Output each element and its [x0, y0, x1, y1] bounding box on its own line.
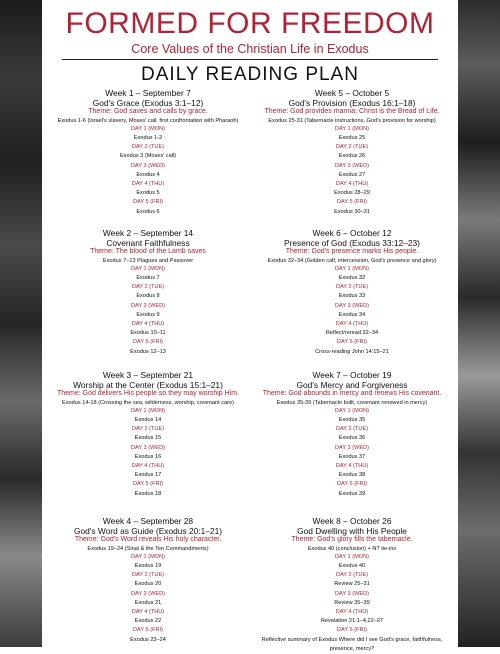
day-label: DAY 2 (TUE) [335, 144, 369, 151]
week-theme: Theme: God saves and calls by grace. [88, 108, 208, 115]
day-reading: Exodus 3 (Moses' call) [119, 153, 177, 160]
week-topic: God Dwelling with His People [297, 526, 407, 536]
background-ocean-right [458, 0, 500, 647]
day-label: DAY 4 (THU) [335, 181, 369, 188]
day-label: DAY 4 (THU) [335, 321, 369, 328]
day-reading: Exodus 10–11 [130, 330, 166, 337]
week-topic: God's Provision (Exodus 16:1–18) [288, 98, 416, 108]
day-reading: Exodus 1-2 [133, 135, 163, 141]
week-block-7 [254, 370, 450, 499]
day-reading: Cross-reading John 14:15–21 [315, 348, 389, 355]
day-reading: Exodus 33 [338, 293, 366, 300]
week-reading-note: Exodus 32–34 (Golden calf, intercession, God's presence and glory) [267, 257, 437, 264]
day-reading: Exodus 19 [134, 563, 162, 569]
day-reading: Reflect/reread 32–34 [325, 330, 379, 337]
day-reading: Exodus 4 [136, 171, 160, 178]
day-reading: Exodus 21 [134, 599, 162, 606]
week-block-1 [50, 88, 246, 217]
day-reading: Review 25–31 [334, 581, 370, 588]
week-heading: Week 6 – October 12 [312, 228, 392, 238]
day-reading: Exodus 7 [136, 275, 160, 281]
day-reading: Exodus 17 [134, 472, 162, 479]
day-label: DAY 4 (THU) [335, 609, 369, 616]
week-theme: Theme: God provides manna; Christ is the Bread of Life. [264, 108, 440, 115]
week-block-3 [50, 370, 246, 499]
day-reading: Review 35–39 [334, 599, 370, 606]
title-divider [62, 59, 438, 60]
day-reading: Exodus 35 [338, 417, 366, 423]
day-reading: Exodus 38 [338, 472, 366, 479]
day-reading: Exodus 28–29 [334, 190, 370, 197]
day-label: DAY 1 (MON) [335, 407, 369, 414]
week-heading: Week 8 – October 26 [312, 516, 392, 526]
week-topic: Presence of God (Exodus 33:12–23) [284, 238, 420, 248]
day-reading: Exodus 27 [338, 171, 366, 178]
day-reading: Exodus 12–13 [130, 348, 166, 355]
plan-title: DAILY READING PLAN [141, 64, 359, 85]
week-reading-note: Exodus 35-39 (Tabernacle built, covenant renewed in mercy) [276, 399, 428, 406]
day-label: DAY 1 (MON) [131, 407, 165, 414]
week-heading: Week 2 – September 14 [102, 228, 194, 238]
week-block-8 [254, 516, 450, 654]
day-reading: Exodus 26 [338, 153, 366, 160]
day-reading: Exodus 8 [136, 293, 160, 300]
day-label: DAY 4 (THU) [131, 463, 165, 470]
day-label: DAY 2 (TUE) [131, 284, 165, 291]
day-label: DAY 2 (TUE) [335, 284, 369, 291]
week-block-2 [50, 228, 246, 357]
day-reading: Exodus 30–31 [334, 208, 370, 215]
day-label: DAY 5 (FRI) [337, 199, 367, 206]
week-reading-note: Exodus 19–24 (Sinai & the Ten Commandments) [87, 545, 209, 552]
day-label: DAY 3 (WED) [335, 302, 369, 309]
day-label: DAY 3 (WED) [335, 162, 369, 169]
day-label: DAY 1 (MON) [335, 265, 369, 272]
day-label: DAY 4 (THU) [131, 609, 165, 616]
day-reading: Exodus 18 [134, 490, 162, 497]
week-heading: Week 3 – September 21 [102, 370, 194, 380]
day-label: DAY 5 (FRI) [133, 199, 163, 206]
day-reading: Revelation 21:1–4,22–27 [320, 618, 384, 625]
week-block-5 [254, 88, 450, 217]
reading-plan-sheet [42, 0, 458, 652]
day-reading: Exodus 9 [136, 311, 160, 318]
week-topic: God's Grace (Exodus 3:1–12) [92, 98, 204, 108]
day-reading: Exodus 36 [338, 435, 366, 442]
day-label: DAY 5 (FRI) [337, 481, 367, 488]
day-label: DAY 3 (WED) [335, 590, 369, 597]
day-reading: Exodus 39 [338, 490, 366, 497]
day-label: DAY 2 (TUE) [335, 572, 369, 579]
week-reading-note: Exodus 7–13 Plagues and Passover [102, 257, 194, 264]
day-label: DAY 2 (TUE) [131, 426, 165, 433]
week-heading: Week 5 – October 5 [314, 88, 390, 98]
week-heading: Week 7 – October 19 [312, 370, 392, 380]
day-label: DAY 4 (THU) [131, 321, 165, 328]
day-label: DAY 2 (TUE) [131, 144, 165, 151]
day-reading: Exodus 6 [136, 208, 160, 215]
week-heading: Week 1 – September 7 [105, 88, 191, 98]
day-label: DAY 5 (FRI) [337, 627, 367, 634]
day-label: DAY 2 (TUE) [131, 572, 165, 579]
week-block-6 [254, 228, 450, 357]
day-reading: Exodus 20 [134, 581, 162, 588]
background-ocean-left [0, 0, 42, 647]
day-reading: Exodus 14 [134, 417, 162, 423]
day-label: DAY 1 (MON) [131, 265, 165, 272]
week-reading-note: Exodus 14-18 (Crossing the sea, wilderness, worship, covenant care) [62, 399, 234, 406]
day-label: DAY 3 (WED) [131, 302, 165, 309]
day-reading: Exodus 15 [134, 435, 162, 442]
week-theme: Theme: God delivers His people so they may worship Him. [56, 390, 240, 397]
day-label: DAY 2 (TUE) [335, 426, 369, 433]
week-theme: Theme: God's presence marks His people. [285, 248, 419, 255]
day-label: DAY 1 (MON) [131, 125, 165, 132]
week-theme: Theme: God's Word reveals His holy character. [74, 536, 222, 543]
day-label: DAY 5 (FRI) [133, 481, 163, 488]
page-title: FORMED FOR FREEDOM [65, 7, 435, 40]
page-subtitle: Core Values of the Christian Life in Exodus [131, 42, 369, 56]
day-label: DAY 3 (WED) [131, 590, 165, 597]
day-reading: Exodus 40 [338, 563, 366, 569]
week-reading-note: Exodus 1-6 (Israel's slavery, Moses' call, first confrontation with Pharaoh) [57, 117, 239, 124]
day-reading: Exodus 16 [134, 453, 162, 460]
day-reading: Exodus 32 [338, 275, 366, 281]
day-label: DAY 5 (FRI) [337, 339, 367, 346]
day-reading: Exodus 22 [134, 618, 162, 625]
week-reading-note: Exodus 25-31 (Tabernacle instructions, God's provision for worship) [268, 117, 436, 124]
week-topic: Worship at the Center (Exodus 15:1–21) [73, 380, 223, 390]
day-reading: Reflective summary of Exodus Where did I see God's grace, faithfulness, presence, mercy? [261, 636, 443, 652]
day-label: DAY 1 (MON) [335, 553, 369, 560]
day-reading: Exodus 25 [338, 135, 366, 141]
week-theme: Theme: God's glory fills the tabernacle. [291, 536, 413, 543]
day-label: DAY 3 (WED) [131, 162, 165, 169]
day-label: DAY 1 (MON) [131, 553, 165, 560]
day-reading: Exodus 34 [338, 311, 366, 318]
week-theme: Theme: The blood of the Lamb saves [90, 248, 206, 255]
day-reading: Exodus 37 [338, 453, 366, 460]
week-topic: God's Mercy and Forgiveness [296, 380, 408, 390]
week-heading: Week 4 – September 28 [102, 516, 194, 526]
week-block-4 [50, 516, 246, 645]
week-topic: God's Word as Guide (Exodus 20:1–21) [73, 526, 223, 536]
day-reading: Exodus 5 [136, 190, 160, 197]
day-label: DAY 5 (FRI) [133, 627, 163, 634]
day-label: DAY 1 (MON) [335, 125, 369, 132]
week-reading-note: Exodus 40 (conclusion) + NT tie-ins [307, 545, 397, 552]
week-theme: Theme: God abounds in mercy and renews His covenant. [262, 390, 442, 397]
day-reading: Exodus 23–24 [130, 636, 166, 643]
day-label: DAY 5 (FRI) [133, 339, 163, 346]
day-label: DAY 4 (THU) [335, 463, 369, 470]
day-label: DAY 3 (WED) [335, 444, 369, 451]
week-topic: Covenant Faithfulness [106, 238, 190, 248]
day-label: DAY 3 (WED) [131, 444, 165, 451]
day-label: DAY 4 (THU) [131, 181, 165, 188]
